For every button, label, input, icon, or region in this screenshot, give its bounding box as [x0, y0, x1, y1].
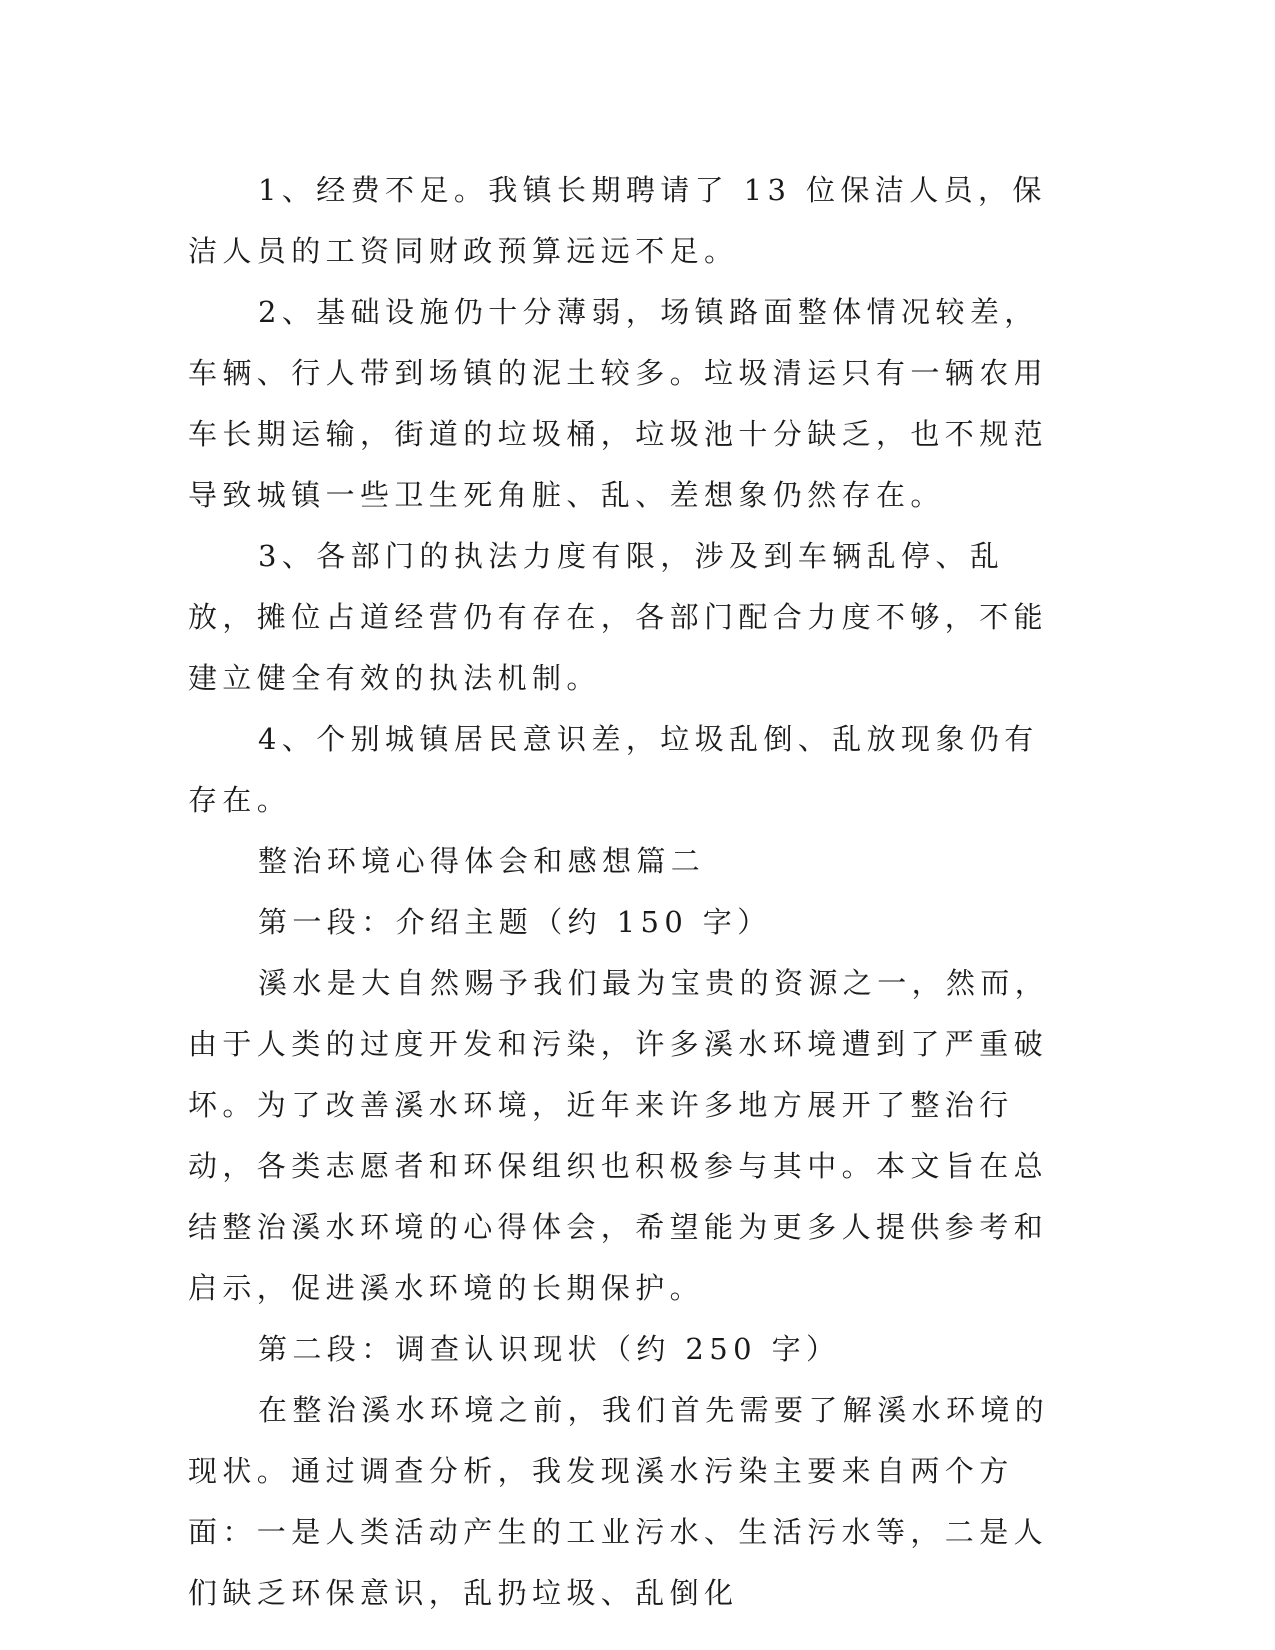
paragraph-law-enforcement: 3、各部门的执法力度有限，涉及到车辆乱停、乱放，摊位占道经营仍有存在，各部门配合力度不够，不能建立健全有效的执法机制。: [188, 539, 1049, 695]
section-heading: 整治环境心得体会和感想篇二: [258, 844, 706, 878]
paragraph-infrastructure: 2、基础设施仍十分薄弱，场镇路面整体情况较差，车辆、行人带到场镇的泥土较多。垃圾清运只有一辆农用车长期运输，街道的垃圾桶，垃圾池十分缺乏，也不规范导致城镇一些卫生死角脏、乱、差想象仍然存在。: [188, 295, 1049, 512]
subheading-part-two: 第二段：调查认识现状（约 250 字）: [258, 1332, 841, 1366]
document-body: [188, 160, 1068, 1624]
paragraph-current-status: 在整治溪水环境之前，我们首先需要了解溪水环境的现状。通过调查分析，我发现溪水污染主要来自两个方面：一是人类活动产生的工业污水、生活污水等，二是人们缺乏环保意识，乱扔垃圾、乱倒化: [188, 1393, 1050, 1610]
paragraph-funding-shortage: 1、经费不足。我镇长期聘请了 13 位保洁人员，保洁人员的工资同财政预算远远不足。: [188, 173, 1047, 268]
paragraph-resident-awareness: 4、个别城镇居民意识差，垃圾乱倒、乱放现象仍有存在。: [188, 722, 1039, 817]
subheading-part-one: 第一段：介绍主题（约 150 字）: [258, 905, 772, 939]
paragraph-introduction: 溪水是大自然赐予我们最为宝贵的资源之一，然而，由于人类的过度开发和污染，许多溪水环境遭到了严重破坏。为了改善溪水环境，近年来许多地方展开了整治行动，各类志愿者和环保组织也积极参与其中。本文旨在总结整治溪水环境的心得体会，希望能为更多人提供参考和启示，促进溪水环境的长期保护。: [188, 966, 1050, 1305]
